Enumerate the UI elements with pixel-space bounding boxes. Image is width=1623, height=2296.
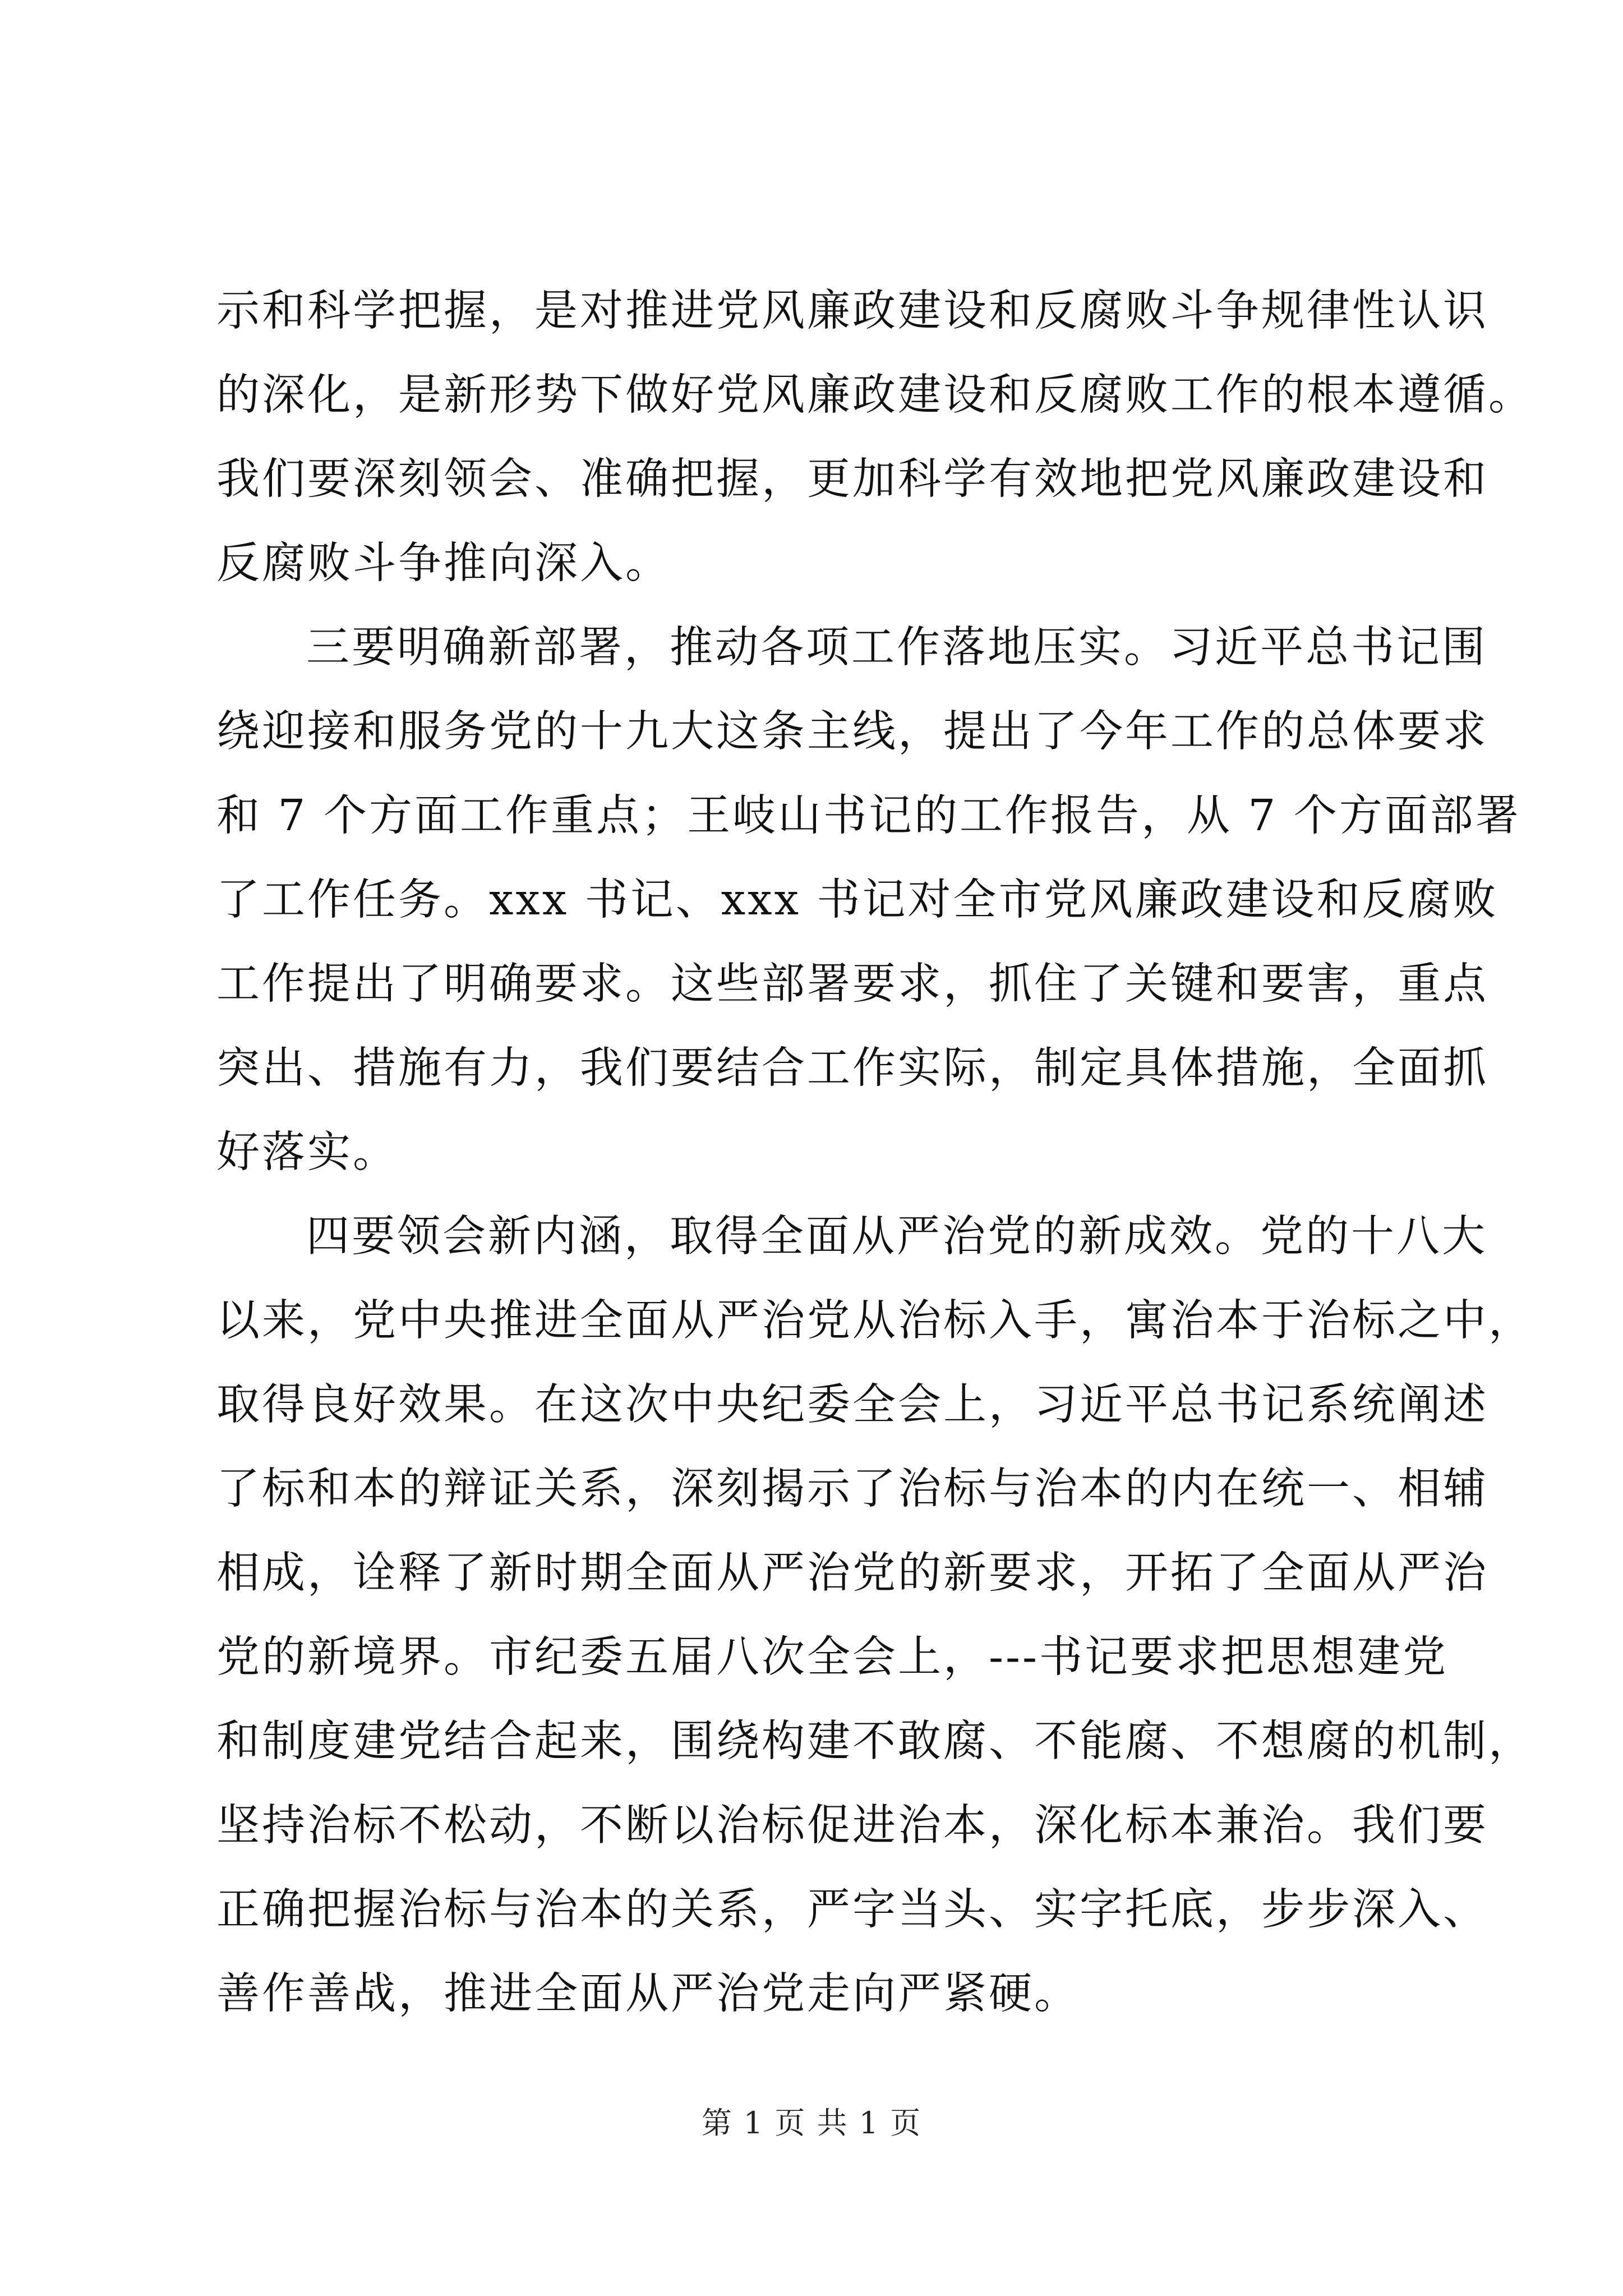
text-line: 了标和本的辩证关系，深刻揭示了治标与治本的内在统一、相辅 xyxy=(216,1464,1488,1514)
text-line: 示和科学把握，是对推进党风廉政建设和反腐败斗争规律性认识 xyxy=(216,286,1488,336)
text-line: 我们要深刻领会、准确把握，更加科学有效地把党风廉政建设和 xyxy=(216,454,1488,504)
text-line: 绕迎接和服务党的十九大这条主线，提出了今年工作的总体要求 xyxy=(216,707,1488,757)
page-number-footer: 第 1 页 共 1 页 xyxy=(701,2105,922,2141)
text-line: 反腐败斗争推向深入。 xyxy=(216,539,671,588)
text-line: 的深化，是新形势下做好党风廉政建设和反腐败工作的根本遵循。 xyxy=(216,370,1534,420)
text-line: 正确把握治标与治本的关系，严字当头、实字托底，步步深入、 xyxy=(216,1885,1488,1935)
text-line: 突出、措施有力，我们要结合工作实际，制定具体措施，全面抓 xyxy=(216,1043,1488,1093)
text-line: 以来，党中央推进全面从严治党从治标入手，寓治本于治标之中， xyxy=(216,1296,1534,1346)
text-line: 好落实。 xyxy=(216,1128,398,1177)
text-line: 善作善战，推进全面从严治党走向严紧硬。 xyxy=(216,1969,1080,2019)
text-line: 党的新境界。市纪委五届八次全会上，---书记要求把思想建党 xyxy=(216,1632,1449,1682)
paragraph-start-line: 四要领会新内涵，取得全面从严治党的新成效。党的十八大 xyxy=(306,1212,1487,1262)
text-line: 和 7 个方面工作重点；王岐山书记的工作报告，从 7 个方面部署 xyxy=(216,791,1521,841)
paragraph-start-line: 三要明确新部署，推动各项工作落地压实。习近平总书记围 xyxy=(306,623,1487,673)
text-line: 和制度建党结合起来，围绕构建不敢腐、不能腐、不想腐的机制， xyxy=(216,1717,1534,1766)
text-line: 取得良好效果。在这次中央纪委全会上，习近平总书记系统阐述 xyxy=(216,1380,1488,1430)
text-line: 工作提出了明确要求。这些部署要求，抓住了关键和要害，重点 xyxy=(216,959,1488,1009)
document-body xyxy=(216,269,1534,2036)
text-line: 了工作任务。xxx 书记、xxx 书记对全市党风廉政建设和反腐败 xyxy=(216,875,1498,925)
text-line: 相成，诠释了新时期全面从严治党的新要求，开拓了全面从严治 xyxy=(216,1548,1488,1598)
text-line: 坚持治标不松动，不断以治标促进治本，深化标本兼治。我们要 xyxy=(216,1801,1488,1851)
